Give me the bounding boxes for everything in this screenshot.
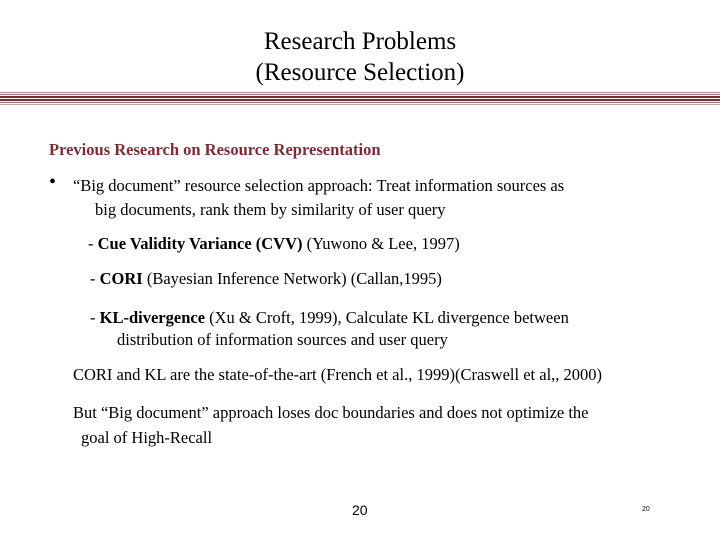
slide-number-small: 20 [642, 506, 650, 513]
subitem-rest: (Yuwono & Lee, 1997) [302, 234, 460, 253]
subitem-term: KL-divergence [99, 308, 206, 327]
slide-title [0, 26, 720, 88]
subitem-rest: (Bayesian Inference Network) (Callan,1995) [142, 269, 442, 288]
subitem-prefix: - [88, 234, 98, 253]
section-subheading: Previous Research on Resource Representation [49, 140, 381, 159]
subitem-rest: (Xu & Croft, 1999), Calculate KL divergence between [205, 308, 569, 327]
subitem-kl [90, 306, 569, 330]
subitem-prefix: - [90, 308, 100, 327]
subitem-kl-line-2: distribution of information sources and user query [117, 330, 448, 349]
bullet-text-line-2: big documents, rank them by similarity of user query [95, 200, 446, 219]
subitem-term: CORI [99, 269, 143, 288]
bullet-text-line-1: “Big document” resource selection approach: Treat information sources as [73, 176, 565, 195]
subitem-prefix: - [90, 269, 100, 288]
subitem-term: Cue Validity Variance (CVV) [97, 234, 303, 253]
title-divider [0, 92, 720, 106]
title-line-2: (Resource Selection) [255, 59, 465, 86]
bullet-marker: • [49, 171, 57, 193]
subitem-cori [90, 267, 442, 291]
statement-state-of-the-art: CORI and KL are the state-of-the-art (French et al., 1999)(Craswell et al,, 2000) [73, 365, 603, 384]
statement-big-document-line-1: But “Big document” approach loses doc boundaries and does not optimize the [73, 403, 589, 422]
subitem-cvv [88, 232, 460, 256]
title-line-1: Research Problems [263, 28, 457, 55]
page-number: 20 [352, 502, 368, 518]
statement-big-document-line-2: goal of High-Recall [81, 428, 213, 447]
